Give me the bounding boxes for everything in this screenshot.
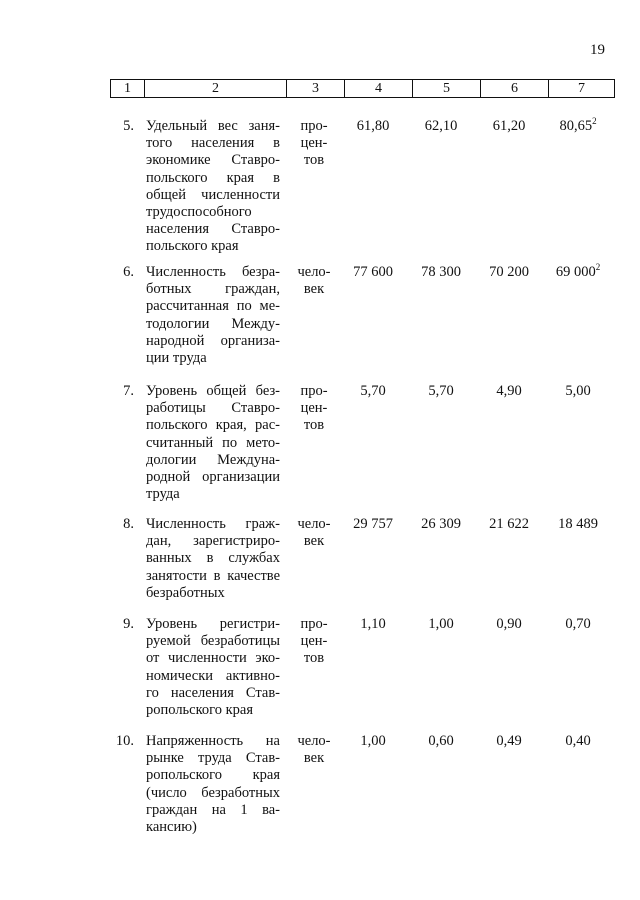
value-col-7 [540, 118, 616, 135]
indicator-name-line: экономике Ставро- [146, 152, 280, 169]
indicator-name-line: ропольского края [146, 767, 280, 784]
unit-line: чело- [297, 516, 331, 532]
column-number-1: 1 [111, 80, 145, 98]
column-header-row [110, 79, 615, 98]
indicator-name-line: Уровень регистри- [146, 616, 280, 632]
indicator-name [146, 616, 280, 719]
indicator-name-line: ропольского края [146, 702, 254, 719]
value-col-7-text: 0,40 [565, 733, 591, 749]
unit-line: тов [303, 152, 325, 169]
value-col-7-text: 80,65 [559, 118, 593, 134]
unit-line: век [303, 750, 325, 767]
value-col-6: 4,90 [496, 383, 522, 399]
value-col-6: 61,20 [492, 118, 526, 134]
row-number: 5. [123, 118, 134, 134]
value-col-4: 29 757 [353, 516, 393, 532]
value-col-7 [540, 733, 616, 750]
unit-line: цен- [300, 135, 328, 152]
column-number-6: 6 [481, 80, 549, 98]
indicator-name-line: тодологии Между- [146, 315, 280, 332]
unit-line: цен- [300, 633, 328, 650]
value-col-5: 26 309 [421, 516, 461, 532]
unit-line: век [303, 533, 325, 550]
unit-line: тов [303, 417, 325, 434]
value-col-7-text: 69 000 [555, 264, 596, 280]
value-col-6: 70 200 [489, 264, 529, 280]
value-col-7 [540, 616, 616, 633]
unit-of-measure [292, 264, 336, 298]
indicator-name-line: считанный по мето- [146, 434, 280, 451]
indicator-name-line: работицы Ставро- [146, 400, 280, 417]
value-col-6: 0,90 [496, 616, 522, 632]
value-col-6: 21 622 [489, 516, 529, 532]
indicator-name-line: номически активно- [146, 667, 280, 684]
indicator-name-line: Удельный вес заня- [146, 118, 280, 134]
indicator-name-line: ванных в службах [146, 550, 280, 567]
value-col-4: 5,70 [360, 383, 386, 399]
indicator-name-line: польского края [146, 238, 239, 255]
value-col-4: 77 600 [353, 264, 393, 280]
value-col-7-text: 18 489 [558, 516, 598, 532]
column-number-2: 2 [145, 80, 287, 98]
indicator-name-line: ботных граждан, [146, 281, 280, 298]
indicator-name-line: от численности эко- [146, 650, 280, 667]
indicator-name-line: дан, зарегистриро- [146, 533, 280, 550]
indicator-name-line: граждан на 1 ва- [146, 801, 280, 818]
row-number: 9. [123, 616, 134, 632]
unit-line: про- [300, 118, 328, 134]
indicator-name-line: го населения Став- [146, 684, 280, 701]
unit-of-measure [292, 616, 336, 668]
column-number-3: 3 [287, 80, 345, 98]
column-number-4: 4 [345, 80, 413, 98]
indicator-name-line: рынке труда Став- [146, 750, 280, 767]
unit-line: век [303, 281, 325, 298]
unit-of-measure [292, 733, 336, 767]
column-number-7: 7 [549, 80, 615, 98]
unit-line: про- [300, 616, 328, 632]
unit-line: чело- [297, 264, 331, 280]
unit-line: чело- [297, 733, 331, 749]
indicator-name-line: Уровень общей без- [146, 383, 280, 399]
indicator-name-line: кансию) [146, 819, 197, 836]
unit-line: цен- [300, 400, 328, 417]
indicator-name [146, 383, 280, 503]
indicator-name-line: Напряженность на [146, 733, 280, 749]
unit-of-measure [292, 118, 336, 170]
value-col-5: 0,60 [428, 733, 454, 749]
indicator-name [146, 118, 280, 256]
indicator-name-line: родной организации [146, 469, 280, 486]
value-col-4: 61,80 [356, 118, 390, 134]
unit-line: про- [300, 383, 328, 399]
page-number: 19 [590, 42, 605, 58]
footnote-marker: 2 [595, 262, 601, 272]
indicator-name-line: ции труда [146, 350, 207, 367]
indicator-name [146, 516, 280, 602]
unit-of-measure [292, 516, 336, 550]
indicator-name-line: Численность безра- [146, 264, 280, 280]
indicator-name-line: трудоспособного [146, 204, 252, 221]
value-col-7-text: 0,70 [565, 616, 591, 632]
value-col-7 [540, 264, 616, 281]
row-number: 6. [123, 264, 134, 280]
indicator-name-line: руемой безработицы [146, 633, 280, 650]
value-col-4: 1,00 [360, 733, 386, 749]
value-col-7 [540, 516, 616, 533]
indicator-name-line: польского края в [146, 169, 280, 186]
row-number: 7. [123, 383, 134, 399]
value-col-7-text: 5,00 [565, 383, 591, 399]
value-col-5: 78 300 [421, 264, 461, 280]
value-col-4: 1,10 [360, 616, 386, 632]
value-col-5: 5,70 [428, 383, 454, 399]
indicator-name-line: Численность граж- [146, 516, 280, 532]
row-number: 8. [123, 516, 134, 532]
indicator-name-line: рассчитанная по ме- [146, 298, 280, 315]
row-number: 10. [115, 733, 134, 749]
indicator-name-line: (число безработных [146, 784, 280, 801]
indicator-name-line: занятости в качестве [146, 567, 280, 584]
indicator-name-line: безработных [146, 584, 225, 601]
indicator-name-line: труда [146, 486, 180, 503]
indicator-name-line: того населения в [146, 135, 280, 152]
value-col-5: 1,00 [428, 616, 454, 632]
column-number-5: 5 [413, 80, 481, 98]
indicator-name-line: польского края, рас- [146, 417, 280, 434]
unit-line: тов [303, 650, 325, 667]
footnote-marker: 2 [592, 116, 597, 126]
indicator-name-line: дологии Междуна- [146, 451, 280, 468]
indicator-name [146, 733, 280, 836]
indicator-name-line: населения Ставро- [146, 221, 280, 238]
value-col-7 [540, 383, 616, 400]
indicator-name-line: народной организа- [146, 332, 280, 349]
unit-of-measure [292, 383, 336, 435]
value-col-5: 62,10 [424, 118, 458, 134]
indicator-name [146, 264, 280, 367]
value-col-6: 0,49 [496, 733, 522, 749]
indicator-name-line: общей численности [146, 186, 280, 203]
